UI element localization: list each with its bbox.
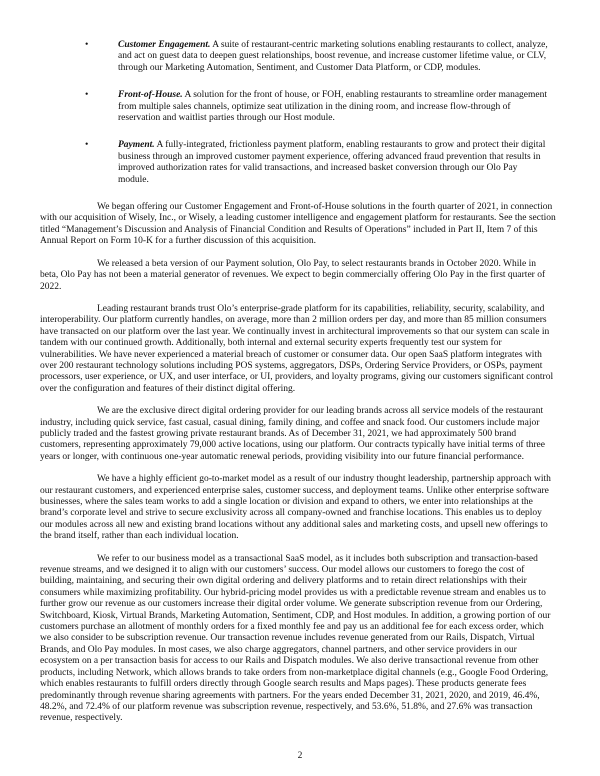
list-item <box>40 140 556 186</box>
list-item <box>40 40 556 74</box>
bullet-lead: Payment. <box>118 140 155 151</box>
bullet-body: A solution for the front of house, or FOH, enabling restaurants to streamline order management from multiple sales channels, optimize seat utilization in the dining room, and increase flow-through of reservation and waitlist parties through our Host module. <box>118 90 548 124</box>
paragraph: We released a beta version of our Payment solution, Olo Pay, to select restaurants brands in October 2020. While in beta, Olo Pay has not been a material generator of revenues. We expect to begin commercially offering Olo Pay in the first quarter of 2022. <box>40 258 546 292</box>
bullet-list <box>40 40 556 186</box>
bullet-body: A fully-integrated, frictionless payment platform, enabling restaurants to grow and protect their digital business through an improved customer payment experience, offering advanced fraud prevention that results in improved authorization rates for valid transactions, and increased basket conversion through our Olo Pay module. <box>118 140 546 185</box>
paragraph: We refer to our business model as a transactional SaaS model, as it includes both subscription and transaction-based revenue streams, and we designed it to align with our customers’ success. Our model allows our customers to forego the cost of building, maintaining, and securing their own digital ordering and delivery platforms and to retain direct relationships with their consumers while maximizing profitability. Our hybrid-pricing model provides us with a predictable revenue stream and enables us to further grow our revenue as our customers increase their digital order volume. We generate subscription revenue from our Ordering, Switchboard, Kiosk, Virtual Brands, Marketing Automation, Sentiment, CDP, and Host modules. In addition, a growing portion of our customers purchase an allotment of monthly orders for a fixed monthly fee and pay us an additional fee for each excess order, which we also consider to be subscription revenue. Our transaction revenue includes revenue generated from our Rails, Dispatch, Virtual Brands, and Olo Pay modules. In most cases, we also charge aggregators, channel partners, and other service providers in our ecosystem on a per transaction basis for access to our Rails and Dispatch modules. We also derive transactional revenue from other products, including Network, which allows brands to take orders from non-marketplace digital channels (e.g., Google Food Ordering, which enables restaurants to fulfill orders directly through Google search results and Maps pages). These products generate fees predominantly through revenue sharing agreements with partners. For the years ended December 31, 2021, 2020, and 2019, 46.4%, 48.2%, and 72.4% of our platform revenue was subscription revenue, respectively, and 53.6%, 51.8%, and 27.6% was transaction revenue, respectively. <box>40 553 551 724</box>
paragraph: We have a highly efficient go-to-market model as a result of our industry thought leadership, partnership approach with our restaurant customers, and experienced enterprise sales, customer success, and deployment teams. Unlike other enterprise software businesses, where the sales team works to add a single location or division and expand to others, we enter into relationships at the brand’s corporate level and strive to secure exclusivity across all company-owned and franchise locations. This enables us to deploy our modules across all new and existing brand locations without any additional sales and marketing costs, and upsell new offerings to the brand itself, rather than each individual location. <box>40 474 551 542</box>
page-number: 2 <box>297 750 303 761</box>
list-item <box>40 90 556 124</box>
bullet-body: A suite of restaurant-centric marketing solutions enabling restaurants to collect, analyze, and act on guest data to deepen guest relationships, boost revenue, and increase customer lifetime value, or CLV, through our Marketing Automation, Sentiment, and Customer Data Platform, or CDP, modules. <box>118 40 548 73</box>
paragraph: We began offering our Customer Engagement and Front-of-House solutions in the fourth quarter of 2021, in connection with our acquisition of Wisely, Inc., or Wisely, a leading customer intelligence and engagement platform for restaurants. See the section titled “Management’s Discussion and Analysis of Financial Condition and Results of Operations” included in Part II, Item 7 of this Annual Report on Form 10-K for a further discussion of this acquisition. <box>40 202 556 247</box>
bullet-marker-icon: • <box>85 90 89 101</box>
paragraph: We are the exclusive direct digital ordering provider for our leading brands across all service models of the restaurant industry, including quick service, fast casual, casual dining, family dining, and coffee and snack food. Our customers include major publicly traded and the fastest growing private restaurant brands. As of December 31, 2021, we had approximately 500 brand customers, representing approximately 79,000 active locations, using our platform. Our contracts typically have initial terms of three years or longer, with continuous one-year automatic renewal periods, providing visibility into our future financial performance. <box>40 406 545 462</box>
page-footer <box>0 751 600 762</box>
bullet-marker-icon: • <box>85 140 89 151</box>
bullet-marker-icon: • <box>85 40 89 50</box>
bullet-text <box>118 40 548 74</box>
bullet-lead: Front-of-House. <box>118 90 183 101</box>
bullet-lead: Customer Engagement. <box>118 40 211 50</box>
bullet-text <box>118 140 548 186</box>
bullet-text <box>118 90 548 124</box>
paragraph: Leading restaurant brands trust Olo’s enterprise-grade platform for its capabilities, reliability, security, scalability, and interoperability. Our platform currently handles, on average, more than 2 million orders per day, and more than 85 million consumers have transacted on our platform over the last year. We continually invest in architectural improvements so that our system can scale in tandem with our continued growth. Additionally, both internal and external security experts frequently test our system for vulnerabilities. We have never experienced a material breach of customer or consumer data. Our open SaaS platform integrates with over 200 restaurant technology solutions including POS systems, aggregators, DSPs, Ordering Service Providers, or OSPs, payment processors, user experience, or UX, and user interface, or UI, providers, and loyalty programs, giving our customers significant control over the configuration and features of their distinct digital offering. <box>40 303 554 394</box>
